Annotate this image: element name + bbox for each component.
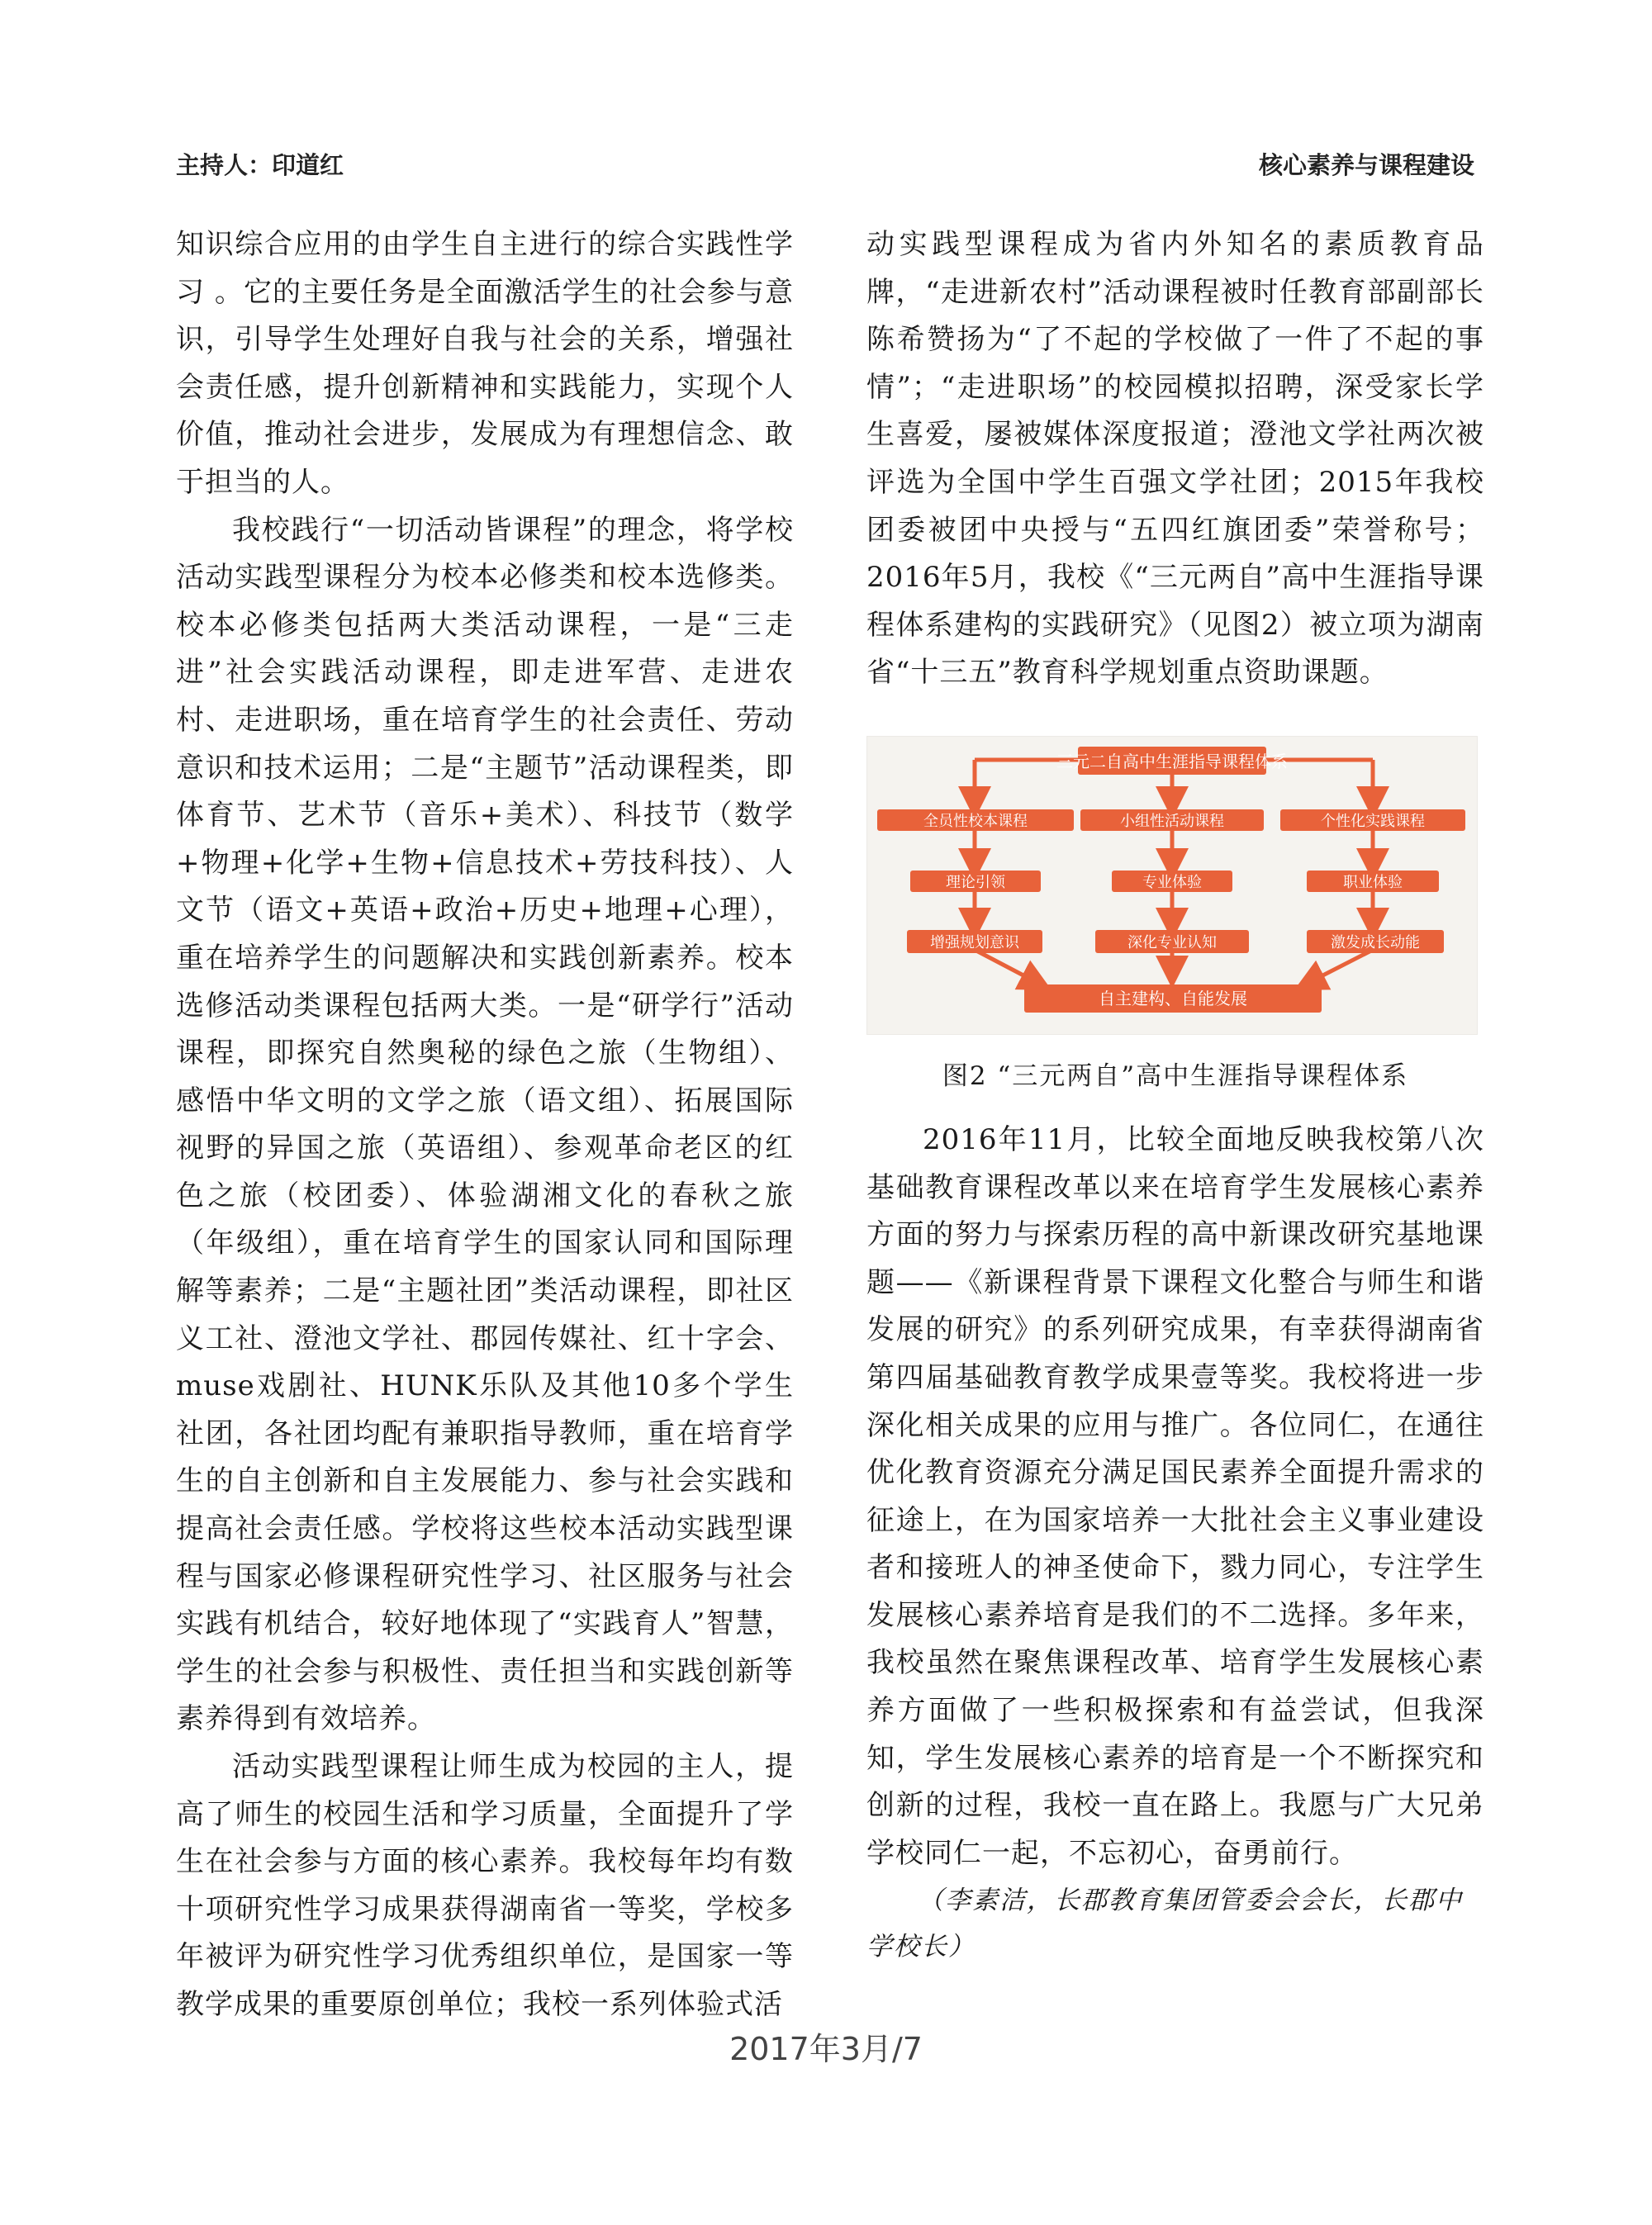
header-column-title: 核心素养与课程建设 [1258,151,1474,179]
label-col2-3: 深化专业认知 [1127,933,1217,951]
left-paragraph-3: 活动实践型课程让师生成为校园的主人，提高了师生的校园生活和学习质量，全面提升了学生在社会参与方面的核心素养。我校每年均有数十项研究性学习成果获得湖南省一等奖，学校多年被评为研究性学习优秀组织单位，是国家一等教学成果的重要原创单位；我校一系列体验式活 [176,1750,794,2021]
left-paragraph-2: 我校践行“一切活动皆课程”的理念，将学校活动实践型课程分为校本必修类和校本选修类。校本必修类包括两大类活动课程，一是“三走进”社会实践活动课程，即走进军营、走进农村、走进职场，重在培育学生的社会责任、劳动意识和技术运用；二是“主题节”活动课程类，即体育节、艺术节（音乐+美术）、科技节（数学+物理+化学+生物+信息技术+劳技科技）、人文节（语文+英语+政治+历史+地理+心理），重在培养学生的问题解决和实践创新素养。校本选修活动类课程包括两大类。一是“研学行”活动课程，即探究自然奥秘的绿色之旅（生物组）、感悟中华文明的文学之旅（语文组）、拓展国际视野的异国之旅（英语组）、参观革命老区的红色之旅（校团委）、体验湖湘文化的春秋之旅（年级组），重在培育学生的国家认同和国际理解等素养；二是“主题社团”类活动课程，即社区义工社、澄池文学社、郡园传媒社、红十字会、muse戏剧社、HUNK乐队及其他10多个学生社团，各社团均配有兼职指导教师，重在培育学生的自主创新和自主发展能力、参与社会实践和提高社会责任感。学校将这些校本活动实践型课程与国家必修课程研究性学习、社区服务与社会实践有机结合，较好地体现了“实践育人”智慧，学生的社会参与积极性、责任担当和实践创新等素养得到有效培养。 [176,513,794,1736]
figure-caption: 图2 “三元两自”高中生涯指导课程体系 [942,1060,1409,1091]
course-system-diagram [866,736,1478,1035]
label-col2-1: 小组性活动课程 [1120,812,1224,830]
left-paragraph-1: 知识综合应用的由学生自主进行的综合实践性学习 。它的主要任务是全面激活学生的社会参与意识，引导学生处理好自我与社会的关系，增强社会责任感，提升创新精神和实践能力，实现个人价值，推动社会进步，发展成为有理想信念、敢于担当的人。 [176,228,794,499]
left-column [176,221,794,2029]
right-column [866,221,1484,1970]
header-host: 主持人：印道红 [176,151,344,179]
label-col3-2: 职业体验 [1343,873,1403,891]
label-col1-3: 增强规划意识 [930,933,1019,951]
diagram-svg [867,737,1477,1034]
author-note: （李素洁，长郡教育集团管委会会长，长郡中学校长） [866,1886,1463,1962]
page-footer: 2017年3月/7 [729,2031,923,2067]
label-bottom: 自主建构、自能发展 [1099,988,1247,1008]
right-paragraph-1: 动实践型课程成为省内外知名的素质教育品牌，“走进新农村”活动课程被时任教育部副部长陈希赞扬为“了不起的学校做了一件了不起的事情”；“走进职场”的校园模拟招聘，深受家长学生喜爱，屡被媒体深度报道；澄池文学社两次被评选为全国中学生百强文学社团；2015年我校团委被团中央授与“五四红旗团委”荣誉称号；2016年5月，我校《“三元两自”高中生涯指导课程体系建构的实践研究》（见图2）被立项为湖南省“十三五”教育科学规划重点资助课题。 [866,228,1484,690]
label-top: 三元二自高中生涯指导课程体系 [1056,751,1288,771]
label-col3-3: 激发成长动能 [1331,933,1420,951]
connector-to-bottom-right [1305,950,1373,984]
connector-to-bottom-left [975,950,1041,984]
label-col1-1: 全员性校本课程 [923,812,1028,830]
label-col1-2: 理论引领 [946,873,1005,891]
label-col2-2: 专业体验 [1142,873,1202,891]
label-col3-1: 个性化实践课程 [1321,812,1425,830]
right-paragraph-2: 2016年11月，比较全面地反映我校第八次基础教育课程改革以来在培育学生发展核心素养方面的努力与探索历程的高中新课改研究基地课题——《新课程背景下课程文化整合与师生和谐发展的研究》的系列研究成果，有幸获得湖南省第四届基础教育教学成果壹等奖。我校将进一步深化相关成果的应用与推广。各位同仁，在通往优化教育资源充分满足国民素养全面提升需求的征途上，在为国家培养一大批社会主义事业建设者和接班人的神圣使命下，戮力同心，专注学生发展核心素养培育是我们的不二选择。多年来，我校虽然在聚焦课程改革、培育学生发展核心素养方面做了一些积极探索和有益尝试，但我深知，学生发展核心素养的培育是一个不断探究和创新的过程，我校一直在路上。我愿与广大兄弟学校同仁一起，不忘初心，奋勇前行。 [866,1122,1484,1870]
